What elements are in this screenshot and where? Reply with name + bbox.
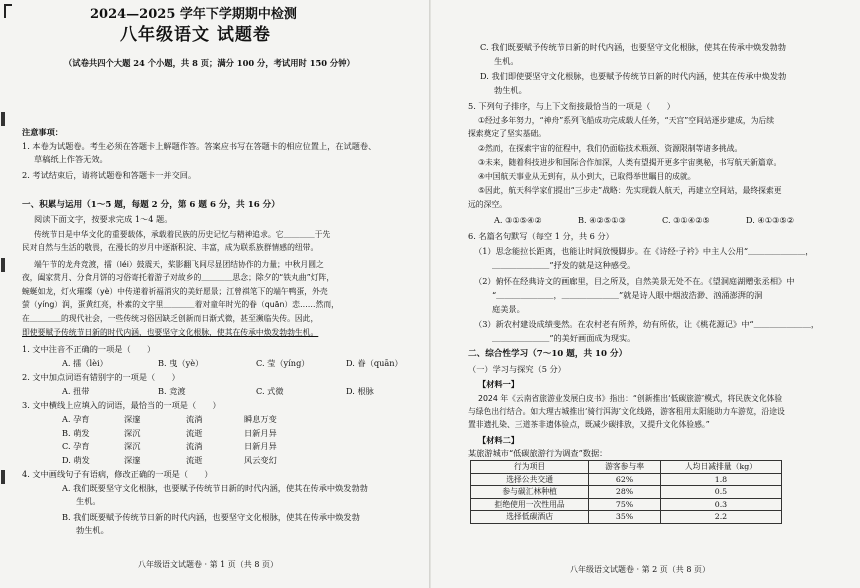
sentence-4: ④中国航天事业从无到有，从小到大，已取得举世瞩目的成就。: [478, 172, 696, 181]
sentence-2: ②然而，在探索宇宙的征程中，我们仍面临技术瓶颈、资源限制等诸多挑战。: [478, 144, 743, 153]
table-cell: 选择公共交通: [471, 473, 589, 486]
exam-title: 八年级语文 试题卷: [120, 25, 271, 45]
option-b[interactable]: B. ④②⑤①③: [578, 215, 626, 225]
reading-instruction: 阅读下面文字，按要求完成 1～4 题。: [34, 214, 173, 224]
q3-option-word: 流淌: [186, 414, 203, 424]
underlined-sentence: 即使要赋予传统节日新的时代内涵，也要坚守文化根脉，使其在传承中焕发勃勃生机。: [22, 328, 319, 337]
q3-option-label[interactable]: C. 孕育: [62, 441, 90, 451]
q3-option-label[interactable]: D. 萌发: [62, 454, 90, 465]
passage-line: 传统节日是中华文化的重要载体，承载着民族的历史记忆与精神追求。它＿＿＿＿于先: [34, 230, 331, 239]
option-a[interactable]: A. 我们既要坚守文化根脉，也要赋予传统节日新的时代内涵，使其在传承中焕发勃勃: [62, 483, 368, 493]
q3-option-word: 日新月异: [244, 441, 277, 451]
passage-line: 萤（yíng）润，蛋黄红亮，朴素的文字里＿＿＿＿着对童年时光的眷（quān）恋……然而，: [22, 300, 339, 309]
table-row: [471, 498, 782, 511]
option-d-cont: 勃生机。: [494, 85, 527, 95]
passage-line: 端午节的龙舟竞渡，擂（léi）鼓震天，桨影翻飞间尽显团结协作的力量；中秋月圆之: [34, 260, 324, 269]
option-d[interactable]: D. 根脉: [346, 386, 374, 396]
q3-option-word: 流逝: [186, 454, 203, 465]
option-a[interactable]: A. 扭带: [62, 386, 90, 396]
option-b[interactable]: B. 竞渡: [158, 386, 186, 396]
section-heading: 二、综合性学习（7～10 题，共 10 分）: [468, 349, 628, 359]
q3-option-word: 深沉: [124, 441, 141, 451]
q6-item-2: （2）俯怀在经典诗文的画廊里，目之所及，自然美景无处不在。《望洞庭湖赠张丞相》中: [474, 276, 795, 286]
option-c[interactable]: C. 我们既要赋予传统节日新的时代内涵，也要坚守文化根脉，使其在传承中焕发勃勃: [480, 42, 786, 52]
option-c[interactable]: C. 式微: [256, 386, 284, 396]
passage-line: 蜿蜒如龙，灯火璀璨（yè）中传递着祈福消灾的美好愿景；江曾祺笔下的端午鸭蛋，外壳: [22, 287, 328, 296]
material-2-text: 某旅游城市“低碳旅游行为调查”数据：: [468, 448, 608, 458]
q3-option-label[interactable]: B. 萌发: [62, 427, 90, 438]
question-1: 1. 文中注音不正确的一项是（ ）: [22, 344, 156, 354]
table-cell: 35%: [589, 511, 661, 524]
table-cell: 28%: [589, 486, 661, 499]
subsection-heading: （一）学习与探究（5 分）: [468, 364, 566, 374]
exam-header: 2024—2025 学年下学期期中检测: [90, 7, 297, 22]
q3-option-word: 深沉: [124, 427, 141, 438]
page-footer: 八年级语文试题卷 · 第 2 页（共 8 页）: [570, 565, 710, 574]
sentence-1: ①经过多年努力，“神舟”系列飞船成功完成载人任务，“天宫”空间站逐步建成，为后续: [478, 116, 775, 125]
table-row: [471, 511, 782, 524]
section-heading: 一、积累与运用（1～5 题，每题 2 分，第 6 题 6 分，共 16 分）: [22, 200, 280, 210]
passage-line: 夜，阖家赏月、分食月饼的习俗寄托着游子对故乡的＿＿＿＿思念；除夕的“铁丸曲”灯阵，: [22, 273, 335, 282]
table-header-cell: 游客参与率: [589, 461, 661, 474]
passage-line: 在＿＿＿＿的现代社会，一些传统习俗因缺乏创新而日渐式微，甚至濒临失传。因此，: [22, 314, 319, 323]
note-text: 草稿纸上作答无效。: [34, 154, 108, 164]
table-cell: 0.5: [660, 486, 781, 499]
q6-item-2-cont: “＿＿＿＿＿＿＿，＿＿＿＿＿＿＿”就是诗人眼中烟波浩渺、汹涌澎湃的洞: [492, 290, 763, 300]
table-cell: 2.2: [660, 511, 781, 524]
question-5: 5. 下列句子排序，与上下文衔接最恰当的一项是（ ）: [468, 101, 675, 111]
option-d[interactable]: D. 我们即使要坚守文化根脉，也要赋予传统节日新的时代内涵，使其在传承中焕发勃: [480, 71, 787, 81]
table-cell: 参与碳汇林种植: [471, 486, 589, 499]
q6-item-2-end: 庭美景。: [492, 304, 525, 314]
binding-mark: [1, 258, 5, 272]
binding-mark: [1, 112, 5, 126]
option-a[interactable]: A. ③①⑤④②: [494, 215, 542, 225]
table-cell: 选择低碳酒店: [471, 511, 589, 524]
option-c-cont: 生机。: [494, 56, 519, 66]
q3-option-word: 流逝: [186, 427, 203, 438]
question-6: 6. 名篇名句默写（每空 1 分，共 6 分）: [468, 231, 614, 241]
sentence-5-cont: 远的深空。: [468, 200, 507, 209]
option-b[interactable]: B. 我们既要赋予传统节日新的时代内涵，也要坚守文化根脉，使其在传承中焕发勃: [62, 512, 360, 522]
table-header-cell: 人均日减排量（kg）: [660, 461, 781, 474]
material-1-text: 与绿色出行结合。如大理古城推出‘骑行洱海’文化线路，游客租用太阳能助力车游览，沿途设: [468, 407, 785, 416]
notes-title: 注意事项：: [22, 127, 63, 137]
q3-option-word: 日新月异: [244, 427, 277, 438]
q3-option-label[interactable]: A. 孕育: [62, 414, 90, 424]
binding-mark: [1, 470, 5, 484]
option-b[interactable]: B. 曳（yè）: [158, 358, 204, 368]
table-cell: 拒绝使用一次性用品: [471, 498, 589, 511]
material-1-text: 置非遗扎染、三道茶非遗体验点，既减少碳排放，又提升文化体验感。”: [468, 420, 710, 429]
q3-option-word: 瞬息万变: [244, 414, 277, 424]
table-header-row: [471, 461, 782, 474]
survey-table: [470, 460, 782, 524]
q3-option-word: 深邃: [124, 414, 141, 424]
question-2: 2. 文中加点词语有错别字的一项是（ ）: [22, 372, 180, 382]
material-1-label: 【材料一】: [478, 379, 519, 389]
passage-line: 民对自然与生活的敬畏，在漫长的岁月中逐渐积淀、丰富，成为联系族群情感的纽带。: [22, 243, 319, 252]
exam-page-2: [430, 0, 860, 588]
q6-item-1-cont: ＿＿＿＿＿＿＿”抒发的就是这种感受。: [492, 260, 636, 270]
note-text: 2. 考试结束后，请将试题卷和答题卡一并交回。: [22, 170, 197, 180]
sentence-1-cont: 探索奠定了坚实基础。: [468, 129, 546, 138]
page-footer: 八年级语文试题卷 · 第 1 页（共 8 页）: [138, 560, 278, 569]
table-cell: 0.3: [660, 498, 781, 511]
question-3: 3. 文中横线上应填入的词语，最恰当的一项是（ ）: [22, 400, 221, 410]
q6-item-3-cont: ＿＿＿＿＿＿＿”的美好画面成为现实。: [492, 333, 636, 343]
material-2-label: 【材料二】: [478, 435, 519, 445]
table-cell: 62%: [589, 473, 661, 486]
option-a[interactable]: A. 擂（lèi）: [62, 358, 108, 368]
table-row: [471, 486, 782, 499]
q3-option-word: 风云变幻: [244, 454, 277, 465]
table-header-cell: 行为项目: [471, 461, 589, 474]
option-c[interactable]: C. ③①④②⑤: [662, 215, 710, 225]
option-d[interactable]: D. ④①③⑤②: [746, 215, 795, 225]
corner-mark: [4, 4, 12, 18]
table-cell: 75%: [589, 498, 661, 511]
q6-item-3: （3）新农村建设成绩斐然。在农村老有所养，幼有所依，让《桃花源记》中“＿＿＿＿＿＿＿，: [474, 319, 820, 329]
sentence-5: ⑤因此，航天科学家们提出“三步走”战略：先实现载人航天，再建立空间站，最终探索更: [478, 186, 782, 195]
q3-option-word: 流淌: [186, 441, 203, 451]
table-cell: 1.8: [660, 473, 781, 486]
option-a-cont: 生机。: [76, 496, 101, 506]
question-4: 4. 文中画线句子有语病，修改正确的一项是（ ）: [22, 469, 213, 479]
table-row: [471, 473, 782, 486]
material-1-text: 2024 年《云南省旅游业发展白皮书》指出：“创新推出‘低碳旅游’模式，将民族文化体验: [478, 394, 783, 403]
note-text: 1. 本卷为试题卷。考生必须在答题卡上解题作答。答案应书写在答题卡的相应位置上，在试题卷、: [22, 141, 377, 151]
exam-subtitle: （试卷共四个大题 24 个小题，共 8 页；满分 100 分，考试用时 150 分钟）: [64, 58, 355, 68]
q6-item-1: （1）思念能拉长距离，也能让时间放慢脚步。在《诗经·子衿》中主人公用“＿＿＿＿＿＿＿，: [474, 246, 814, 256]
sentence-3: ③未来，随着科技进步和国际合作加深，人类有望揭开更多宇宙奥秘，书写航天新篇章。: [478, 158, 782, 167]
option-d[interactable]: D. 眷（quān）: [346, 358, 403, 368]
option-b-cont: 勃生机。: [76, 525, 109, 535]
option-c[interactable]: C. 莹（yíng）: [256, 358, 310, 368]
q3-option-word: 深邃: [124, 454, 141, 465]
